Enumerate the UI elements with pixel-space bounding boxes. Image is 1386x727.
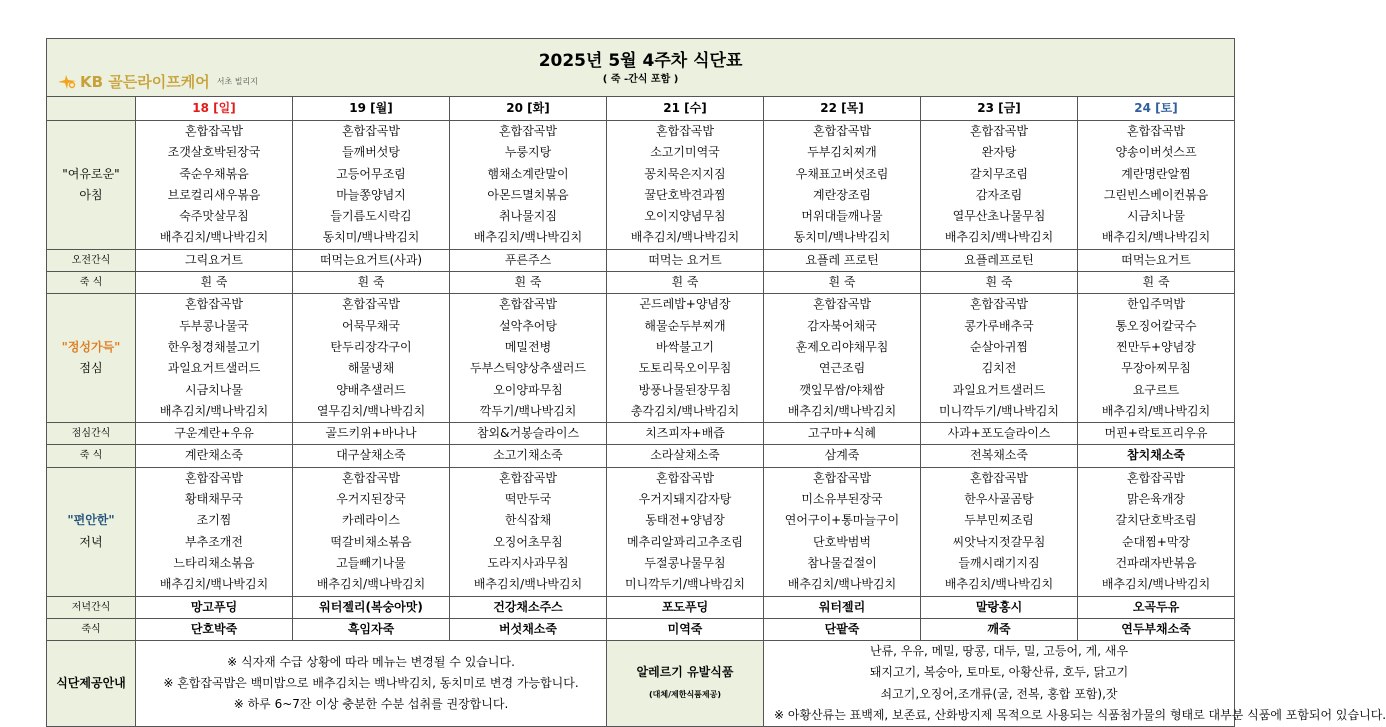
day-header: 22 [목] <box>764 97 921 121</box>
menu-item: 해물냉채 <box>347 361 395 376</box>
menu-item: 양송이버섯스프 <box>1115 145 1197 160</box>
menu-item: 햄채소계란말이 <box>487 166 569 181</box>
title-cell <box>47 39 1235 97</box>
menu-item: 단호박범벅 <box>813 534 871 549</box>
menu-item: 바싹불고기 <box>656 339 714 354</box>
pm-porridge-cell: 계란채소죽 <box>136 445 293 467</box>
menu-item: 배추김치/백나박김치 <box>1101 230 1211 245</box>
allergy-line: 쇠고기,오징어,조개류(굴, 전복, 홍합 포함),잣 <box>880 686 1118 701</box>
menu-item: 혼합잡곡밥 <box>1127 124 1186 138</box>
kb-star-icon <box>57 75 77 89</box>
menu-item: 혼합잡곡밥 <box>813 297 871 312</box>
menu-item: 도토리묵오이무침 <box>638 361 732 376</box>
menu-item: 혼합잡곡밥 <box>813 124 871 138</box>
night-porridge-cell: 단호박죽 <box>136 618 293 640</box>
notice-line: ※ 식자재 수급 상황에 따라 메뉴는 변경될 수 있습니다. <box>227 654 515 669</box>
day-header: 19 [월] <box>293 97 450 121</box>
allergy-label-text: 알레르기 유발식품 <box>636 665 734 680</box>
notice-line: ※ 혼합잡곡밥은 백미밥으로 배추김치는 백나박김치, 동치미로 변경 가능합니다. <box>163 676 579 691</box>
menu-item: 고등어무조림 <box>336 166 406 181</box>
pm-snack-cell: 사과+포도슬라이스 <box>921 423 1078 445</box>
pm-snack-cell: 참외&거봉슬라이스 <box>450 423 607 445</box>
am-porridge-cell: 흰 죽 <box>1078 272 1235 294</box>
pm-snack-cell: 골드키위+바나나 <box>293 423 450 445</box>
am-snack-cell: 그릭요거트 <box>136 249 293 271</box>
menu-item: 떡만두국 <box>504 492 552 507</box>
menu-item: 누룽지탕 <box>504 145 552 160</box>
breakfast-row <box>47 121 1235 250</box>
menu-item: 배추김치/백나박김치 <box>1101 403 1211 418</box>
lunch-cell <box>921 294 1078 423</box>
breakfast-label <box>47 121 136 250</box>
dinner-cell <box>1078 467 1235 596</box>
lunch-label-text: 점심 <box>79 361 103 376</box>
menu-item: 계란장조림 <box>813 187 871 202</box>
am-porridge-label: 죽 식 <box>47 272 136 294</box>
breakfast-cell <box>1078 121 1235 250</box>
menu-item: 카레라이스 <box>342 513 400 528</box>
dinner-cell <box>921 467 1078 596</box>
menu-item: 혼합잡곡밥 <box>499 297 557 312</box>
am-snack-row <box>47 249 1235 271</box>
menu-item: 양배추샐러드 <box>336 382 406 397</box>
menu-item: 맑은육개장 <box>1127 492 1186 507</box>
page-subtitle: ( 죽 -간식 포함 ) <box>602 73 679 85</box>
dinner-row <box>47 467 1235 596</box>
menu-item: 우채표고버섯조림 <box>795 166 889 181</box>
pm-porridge-label: 죽 식 <box>47 445 136 467</box>
menu-item: 혼합잡곡밥 <box>185 297 243 312</box>
menu-item: 순대찜+막장 <box>1122 534 1191 549</box>
am-snack-label: 오전간식 <box>47 249 136 271</box>
menu-item: 동치미/백나박김치 <box>793 230 891 245</box>
breakfast-label-text: 아침 <box>79 187 103 202</box>
lunch-cell <box>1078 294 1235 423</box>
menu-item: 두부콩나물국 <box>179 318 249 333</box>
am-snack-cell: 떠먹는요거트 <box>1078 249 1235 271</box>
menu-item: 곤드레밥+양념장 <box>639 297 731 312</box>
menu-item: 들깨시래기지짐 <box>958 555 1040 570</box>
notice-label: 식단제공안내 <box>47 641 136 727</box>
dinner-label-quote: "편안한" <box>67 513 115 528</box>
menu-item: 깍두기/백나박김치 <box>479 403 577 418</box>
menu-item: 시금치나물 <box>1127 209 1186 224</box>
menu-item: 꿀단호박견과찜 <box>644 187 726 202</box>
allergy-note: ※ 아황산류는 표백제, 보존료, 산화방지제 목적으로 사용되는 식품첨가물의 형태로 대부분 식품에 포함되어 있습니다. <box>774 708 1386 723</box>
night-porridge-cell: 미역죽 <box>607 618 764 640</box>
menu-item: 배추김치/백나박김치 <box>316 577 426 592</box>
am-snack-cell: 요플레프로틴 <box>921 249 1078 271</box>
pm-porridge-cell: 전복채소죽 <box>921 445 1078 467</box>
breakfast-label-quote: "여유로운" <box>62 166 120 181</box>
dinner-label-text: 저녁 <box>79 534 103 549</box>
night-snack-cell: 워터젤리 <box>764 596 921 618</box>
night-porridge-label: 죽식 <box>47 618 136 640</box>
pm-porridge-cell: 소라살채소죽 <box>607 445 764 467</box>
am-porridge-cell: 흰 죽 <box>921 272 1078 294</box>
dinner-cell <box>450 467 607 596</box>
menu-item: 배추김치/백나박김치 <box>159 403 269 418</box>
am-snack-cell: 떠먹는요거트(사과) <box>293 249 450 271</box>
menu-item: 혼합잡곡밥 <box>185 470 243 485</box>
menu-item: 갈치무조림 <box>970 166 1028 181</box>
menu-item: 요구르트 <box>1132 382 1180 397</box>
menu-item: 미소유부된장국 <box>801 492 883 507</box>
night-porridge-row <box>47 618 1235 640</box>
day-header: 24 [토] <box>1078 97 1235 121</box>
menu-item: 꽁치묵은지지짐 <box>644 166 726 181</box>
breakfast-cell <box>450 121 607 250</box>
menu-item: 아몬드멸치볶음 <box>487 187 569 202</box>
breakfast-cell <box>293 121 450 250</box>
menu-item: 한식잡채 <box>504 513 552 528</box>
menu-item: 미니깍두기/백나박김치 <box>625 577 745 592</box>
day-header: 23 [금] <box>921 97 1078 121</box>
company-logo <box>57 75 258 89</box>
menu-item: 혼합잡곡밥 <box>342 297 400 312</box>
menu-item: 부추조개전 <box>185 534 243 549</box>
menu-item: 배추김치/백나박김치 <box>787 577 897 592</box>
allergy-line: 돼지고기, 복숭아, 토마토, 아황산류, 호두, 닭고기 <box>869 665 1129 680</box>
menu-item: 배추김치/백나박김치 <box>630 230 740 245</box>
menu-item: 혼합잡곡밥 <box>499 124 557 138</box>
menu-item: 브로컬리새우볶음 <box>167 187 261 202</box>
night-porridge-cell: 연두부채소죽 <box>1078 618 1235 640</box>
menu-item: 김치전 <box>981 361 1017 376</box>
menu-item: 통오징어칼국수 <box>1115 318 1197 333</box>
menu-item: 머위대들깨나물 <box>801 209 883 224</box>
menu-item: 오징어초무침 <box>493 534 563 549</box>
menu-item: 배추김치/백나박김치 <box>159 230 269 245</box>
menu-item: 과일요거트샐러드 <box>167 361 261 376</box>
pm-snack-cell: 치즈피자+배즙 <box>607 423 764 445</box>
menu-item: 혼합잡곡밥 <box>813 470 871 485</box>
am-snack-cell: 떠먹는 요거트 <box>607 249 764 271</box>
menu-item: 과일요거트샐러드 <box>952 382 1046 397</box>
night-snack-cell: 오곡두유 <box>1078 596 1235 618</box>
menu-item: 혼합잡곡밥 <box>342 124 400 138</box>
dinner-cell <box>293 467 450 596</box>
menu-item: 동태전+양념장 <box>645 513 725 528</box>
menu-item: 찐만두+양념장 <box>1116 339 1196 354</box>
menu-item: 배추김치/백나박김치 <box>1101 577 1211 592</box>
dinner-cell <box>136 467 293 596</box>
menu-item: 계란명란알찜 <box>1121 166 1191 181</box>
day-header-row <box>47 97 1235 121</box>
notice-line: ※ 하루 6~7잔 이상 충분한 수분 섭취를 권장합니다. <box>233 697 509 712</box>
menu-item: 메추리알꽈리고추조림 <box>627 534 743 549</box>
menu-item: 혼합잡곡밥 <box>342 470 400 485</box>
am-snack-cell: 푸른주스 <box>450 249 607 271</box>
menu-item: 건파래자반볶음 <box>1115 555 1197 570</box>
logo-brand: KB 골든라이프케어 <box>80 73 210 91</box>
menu-item: 두부스틱양상추샐러드 <box>470 361 586 376</box>
dinner-cell <box>607 467 764 596</box>
menu-item: 숙주맛살무침 <box>179 209 249 224</box>
menu-item: 그린빈스베이컨볶음 <box>1103 187 1209 202</box>
allergy-text <box>764 641 1386 727</box>
menu-item: 순살아귀찜 <box>970 339 1028 354</box>
menu-item: 갈치단호박조림 <box>1115 513 1197 528</box>
menu-item: 혼합잡곡밥 <box>185 124 243 138</box>
pm-snack-cell: 머핀+락토프리우유 <box>1078 423 1235 445</box>
menu-item: 조갯살호박된장국 <box>167 145 261 160</box>
menu-item: 감자조림 <box>975 187 1023 202</box>
night-porridge-cell: 단팥죽 <box>764 618 921 640</box>
night-porridge-cell: 버섯채소죽 <box>450 618 607 640</box>
menu-item: 죽순우채볶음 <box>179 166 249 181</box>
menu-item: 연근조림 <box>818 361 866 376</box>
menu-item: 한입주먹밥 <box>1127 297 1186 312</box>
menu-item: 해물순두부찌개 <box>644 318 726 333</box>
menu-item: 고들빼기나물 <box>336 555 406 570</box>
pm-porridge-cell: 소고기채소죽 <box>450 445 607 467</box>
night-snack-cell: 망고푸딩 <box>136 596 293 618</box>
night-snack-cell: 워터젤리(복숭아맛) <box>293 596 450 618</box>
menu-item: 미니깍두기/백나박김치 <box>939 403 1059 418</box>
meal-plan-sheet <box>46 38 1386 723</box>
pm-porridge-cell: 참치채소죽 <box>1078 445 1235 467</box>
day-header: 20 [화] <box>450 97 607 121</box>
allergy-line: 난류, 우유, 메밀, 땅콩, 대두, 밀, 고등어, 게, 새우 <box>869 644 1129 659</box>
menu-item: 연어구이+통마늘구이 <box>784 513 900 528</box>
night-snack-row <box>47 596 1235 618</box>
menu-item: 무장아찌무침 <box>1121 361 1191 376</box>
lunch-row <box>47 294 1235 423</box>
menu-item: 한우청경채불고기 <box>167 339 261 354</box>
notice-row <box>47 641 1235 727</box>
menu-item: 도라지사과무침 <box>487 555 569 570</box>
notice-text <box>136 641 607 727</box>
am-snack-cell: 요플레 프로틴 <box>764 249 921 271</box>
menu-item: 참나물겉절이 <box>807 555 877 570</box>
breakfast-cell <box>764 121 921 250</box>
menu-item: 혼합잡곡밥 <box>970 470 1028 485</box>
menu-item: 방풍나물된장무침 <box>638 382 732 397</box>
menu-item: 떡갈비채소볶음 <box>330 534 412 549</box>
day-header: 21 [수] <box>607 97 764 121</box>
menu-item: 우거지돼지감자탕 <box>638 492 732 507</box>
lunch-label <box>47 294 136 423</box>
logo-branch: 서초 빌리지 <box>216 77 258 86</box>
menu-item: 콩가루배추국 <box>964 318 1034 333</box>
header-corner <box>47 97 136 121</box>
menu-item: 혼합잡곡밥 <box>1127 470 1186 485</box>
pm-porridge-cell: 삼계죽 <box>764 445 921 467</box>
pm-snack-row <box>47 423 1235 445</box>
pm-snack-cell: 구운계란+우유 <box>136 423 293 445</box>
menu-item: 배추김치/백나박김치 <box>473 577 583 592</box>
menu-item: 깻잎무쌈/야채쌈 <box>799 382 885 397</box>
menu-item: 메밀전병 <box>504 339 552 354</box>
am-porridge-row <box>47 272 1235 294</box>
day-header: 18 [일] <box>136 97 293 121</box>
allergy-label <box>607 641 764 727</box>
menu-item: 어묵무채국 <box>342 318 400 333</box>
menu-item: 감자북어채국 <box>807 318 877 333</box>
menu-item: 소고기미역국 <box>650 145 720 160</box>
breakfast-cell <box>607 121 764 250</box>
menu-item: 조기찜 <box>196 513 232 528</box>
dinner-cell <box>764 467 921 596</box>
title-row <box>47 39 1235 97</box>
menu-item: 탄두리장각구이 <box>330 339 412 354</box>
night-porridge-cell: 깨죽 <box>921 618 1078 640</box>
menu-item: 혼합잡곡밥 <box>656 470 714 485</box>
menu-item: 혼합잡곡밥 <box>970 124 1028 138</box>
menu-item: 배추김치/백나박김치 <box>159 577 269 592</box>
am-porridge-cell: 흰 죽 <box>450 272 607 294</box>
menu-item: 오이양파무침 <box>493 382 563 397</box>
menu-item: 두부민찌조림 <box>964 513 1034 528</box>
lunch-cell <box>293 294 450 423</box>
menu-item: 배추김치/백나박김치 <box>473 230 583 245</box>
am-porridge-cell: 흰 죽 <box>136 272 293 294</box>
lunch-cell <box>136 294 293 423</box>
am-porridge-cell: 흰 죽 <box>293 272 450 294</box>
menu-item: 들깨버섯탕 <box>342 145 400 160</box>
menu-item: 한우사골곰탕 <box>964 492 1034 507</box>
am-porridge-cell: 흰 죽 <box>607 272 764 294</box>
menu-item: 배추김치/백나박김치 <box>787 403 897 418</box>
lunch-label-quote: "정성가득" <box>61 339 121 354</box>
am-porridge-cell: 흰 죽 <box>764 272 921 294</box>
menu-item: 우거지된장국 <box>336 492 406 507</box>
night-snack-cell: 포도푸딩 <box>607 596 764 618</box>
menu-item: 두부김치찌개 <box>807 145 877 160</box>
allergy-sublabel: (대체/제한식품제공) <box>648 689 722 699</box>
night-snack-cell: 건강채소주스 <box>450 596 607 618</box>
menu-item: 혼합잡곡밥 <box>970 297 1028 312</box>
menu-item: 취나물지짐 <box>499 209 557 224</box>
menu-item: 마늘쫑양념지 <box>336 187 406 202</box>
menu-item: 두절콩나물무침 <box>644 555 726 570</box>
night-snack-cell: 말랑홍시 <box>921 596 1078 618</box>
breakfast-cell <box>921 121 1078 250</box>
page-title: 2025년 5월 4주차 식단표 <box>538 50 743 71</box>
menu-item: 시금치나물 <box>185 382 243 397</box>
menu-item: 배추김치/백나박김치 <box>944 230 1054 245</box>
menu-item: 동치미/백나박김치 <box>322 230 420 245</box>
menu-item: 열무김치/백나박김치 <box>316 403 426 418</box>
menu-item: 설악추어탕 <box>499 318 557 333</box>
menu-item: 혼합잡곡밥 <box>499 470 557 485</box>
pm-porridge-row <box>47 445 1235 467</box>
menu-item: 완자탕 <box>981 145 1017 160</box>
lunch-cell <box>450 294 607 423</box>
menu-item: 혼합잡곡밥 <box>656 124 714 138</box>
dinner-label <box>47 467 136 596</box>
pm-porridge-cell: 대구살채소죽 <box>293 445 450 467</box>
breakfast-cell <box>136 121 293 250</box>
night-snack-label: 저녁간식 <box>47 596 136 618</box>
menu-item: 오이지양념무침 <box>644 209 726 224</box>
menu-item: 씨앗낙지젓갈무침 <box>952 534 1046 549</box>
menu-item: 열무산초나물무침 <box>952 209 1046 224</box>
night-porridge-cell: 흑임자죽 <box>293 618 450 640</box>
lunch-cell <box>607 294 764 423</box>
menu-item: 총각김치/백나박김치 <box>630 403 740 418</box>
menu-item: 배추김치/백나박김치 <box>944 577 1054 592</box>
pm-snack-label: 점심간식 <box>47 423 136 445</box>
lunch-cell <box>764 294 921 423</box>
menu-item: 느타리채소볶음 <box>173 555 255 570</box>
menu-item: 들기름도시락김 <box>330 209 412 224</box>
menu-item: 황태채무국 <box>185 492 243 507</box>
menu-item: 훈제오리야채무침 <box>795 339 889 354</box>
meal-plan-table <box>46 38 1386 727</box>
pm-snack-cell: 고구마+식혜 <box>764 423 921 445</box>
